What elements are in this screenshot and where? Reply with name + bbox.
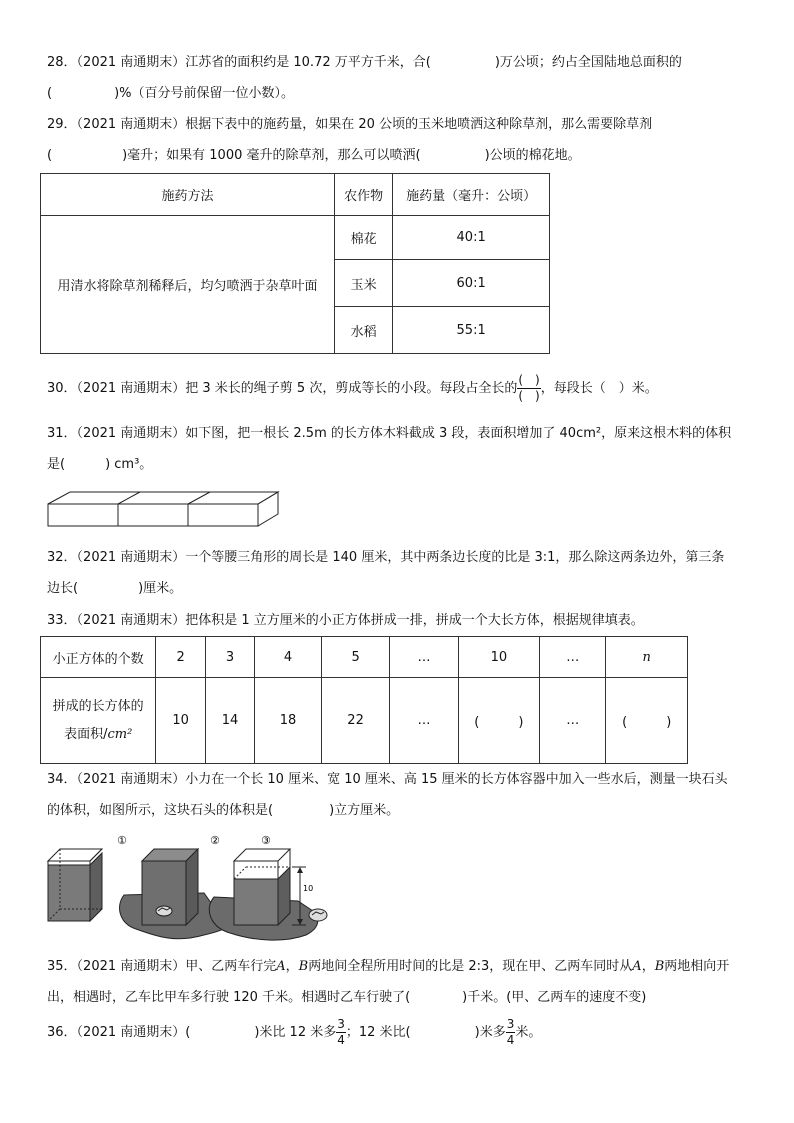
timber-cut-line xyxy=(188,492,210,504)
q33-row-label: 小正方体的个数 xyxy=(41,637,156,678)
q33-count-cell: n xyxy=(606,637,688,678)
q32-line2: 边长( )厘米。 xyxy=(47,581,183,596)
q32-line1: 32．（2021 南通期末）一个等腰三角形的周长是 140 厘米，其中两条边长度的比是 3:1，那么除这两条边外，第三条 xyxy=(47,550,725,565)
q29-rate-cell: 60:1 xyxy=(393,260,550,307)
timber-cut-line xyxy=(118,492,140,504)
stone-icon xyxy=(309,909,327,921)
q34-line1: 34．（2021 南通期末）小力在一个长 10 厘米、宽 10 厘米、高 15 厘米的长方体容器中加入一些水后，测量一块石头 xyxy=(47,772,728,787)
q33-row-counts xyxy=(41,637,688,678)
q31-line2: 是( ) cm³。 xyxy=(47,457,153,472)
q33-area-blank[interactable]: ( ) xyxy=(606,678,688,764)
q33-area-cell: … xyxy=(540,678,606,764)
q28-line2: ( )%（百分号前保留一位小数）。 xyxy=(47,86,295,101)
q31-line1: 31．（2021 南通期末）如下图，把一根长 2.5m 的长方体木料截成 3 段，表面积增加了 40cm²，原来这根木料的体积 xyxy=(47,426,732,441)
figure-label-3: ③ xyxy=(261,834,271,847)
q33-area-blank[interactable]: ( ) xyxy=(458,678,539,764)
q29-header-method: 施药方法 xyxy=(41,174,335,216)
q29-table xyxy=(40,173,550,354)
q33-count-cell: 5 xyxy=(321,637,389,678)
q29-crop-cell: 棉花 xyxy=(335,216,393,260)
q29-rate-cell: 55:1 xyxy=(393,307,550,354)
q29-header-crop: 农作物 xyxy=(335,174,393,216)
q33-row-label: 拼成的长方体的 表面积/cm² xyxy=(41,678,156,764)
timber-front-face xyxy=(48,504,258,526)
container-1 xyxy=(48,849,102,921)
q33-area-cell: 18 xyxy=(255,678,322,764)
container-3 xyxy=(234,849,290,925)
q36-fraction: $\frac{3}{4}$ xyxy=(506,1017,515,1047)
q33-area-cell: … xyxy=(390,678,458,764)
q35-line1: 35．（2021 南通期末）甲、乙两车行完A，B两地间全程所用时间的比是 2:3，现在甲、乙两车同时从A，B两地相向开 xyxy=(47,959,730,974)
q29-rate-cell: 40:1 xyxy=(393,216,550,260)
q33-count-cell: … xyxy=(390,637,458,678)
dimension-label: 10 xyxy=(303,884,314,893)
q29-method-cell: 用清水将除草剂稀释后，均匀喷洒于杂草叶面 xyxy=(41,216,335,354)
q33-count-cell: … xyxy=(540,637,606,678)
q35-line2: 出，相遇时，乙车比甲车多行驶 120 千米。相遇时乙车行驶了( )千米。(甲、乙两车的速度不变) xyxy=(47,990,647,1005)
q28-line1: 28．（2021 南通期末）江苏省的面积约是 10.72 万平方千米，合( )万公顷；约占全国陆地总面积的 xyxy=(47,55,682,70)
q29-line2: ( )毫升；如果有 1000 毫升的除草剂，那么可以喷洒( )公顷的棉花地。 xyxy=(47,148,581,163)
q30-line: 30．（2021 南通期末）把 3 米长的绳子剪 5 次，剪成等长的小段。每段占全长的 $\frac{( )}{( )}$ ，每段长（ ）米。 xyxy=(47,373,658,403)
timber-side-face xyxy=(258,492,278,526)
q29-crop-cell: 水稻 xyxy=(335,307,393,354)
figure-label-1: ① xyxy=(117,834,127,847)
q33-count-cell: 4 xyxy=(255,637,322,678)
q33-area-cell: 14 xyxy=(205,678,254,764)
timber-top-face xyxy=(48,492,278,504)
q33-line1: 33．（2021 南通期末）把体积是 1 立方厘米的小正方体拼成一排，拼成一个大长方体，根据规律填表。 xyxy=(47,613,644,628)
q34-line2: 的体积，如图所示，这块石头的体积是( )立方厘米。 xyxy=(47,803,400,818)
q36-fraction: $\frac{3}{4}$ xyxy=(337,1017,345,1047)
q33-count-cell: 10 xyxy=(458,637,539,678)
q29-header-rate: 施药量（毫升：公顷） xyxy=(393,174,550,216)
q33-count-cell: 2 xyxy=(156,637,205,678)
q31-timber-figure xyxy=(46,490,282,528)
q33-count-cell: 3 xyxy=(205,637,254,678)
q36-line: 36．（2021 南通期末）( )米比 12 米多 $\frac{3}{4}$ ；12 米比( )米多 $\frac{3}{4}$ 米。 xyxy=(47,1017,542,1047)
q33-row-areas xyxy=(41,678,688,764)
q29-line1: 29．（2021 南通期末）根据下表中的施药量，如果在 20 公顷的玉米地喷洒这种除草剂，那么需要除草剂 xyxy=(47,117,653,132)
q33-area-cell: 10 xyxy=(156,678,205,764)
q33-table xyxy=(40,636,688,764)
q33-area-cell: 22 xyxy=(321,678,389,764)
q34-figure xyxy=(44,831,344,951)
q30-fraction[interactable]: $\frac{( )}{( )}$ xyxy=(518,373,540,403)
container-2 xyxy=(142,849,198,925)
q29-crop-cell: 玉米 xyxy=(335,260,393,307)
figure-label-2: ② xyxy=(210,834,220,847)
